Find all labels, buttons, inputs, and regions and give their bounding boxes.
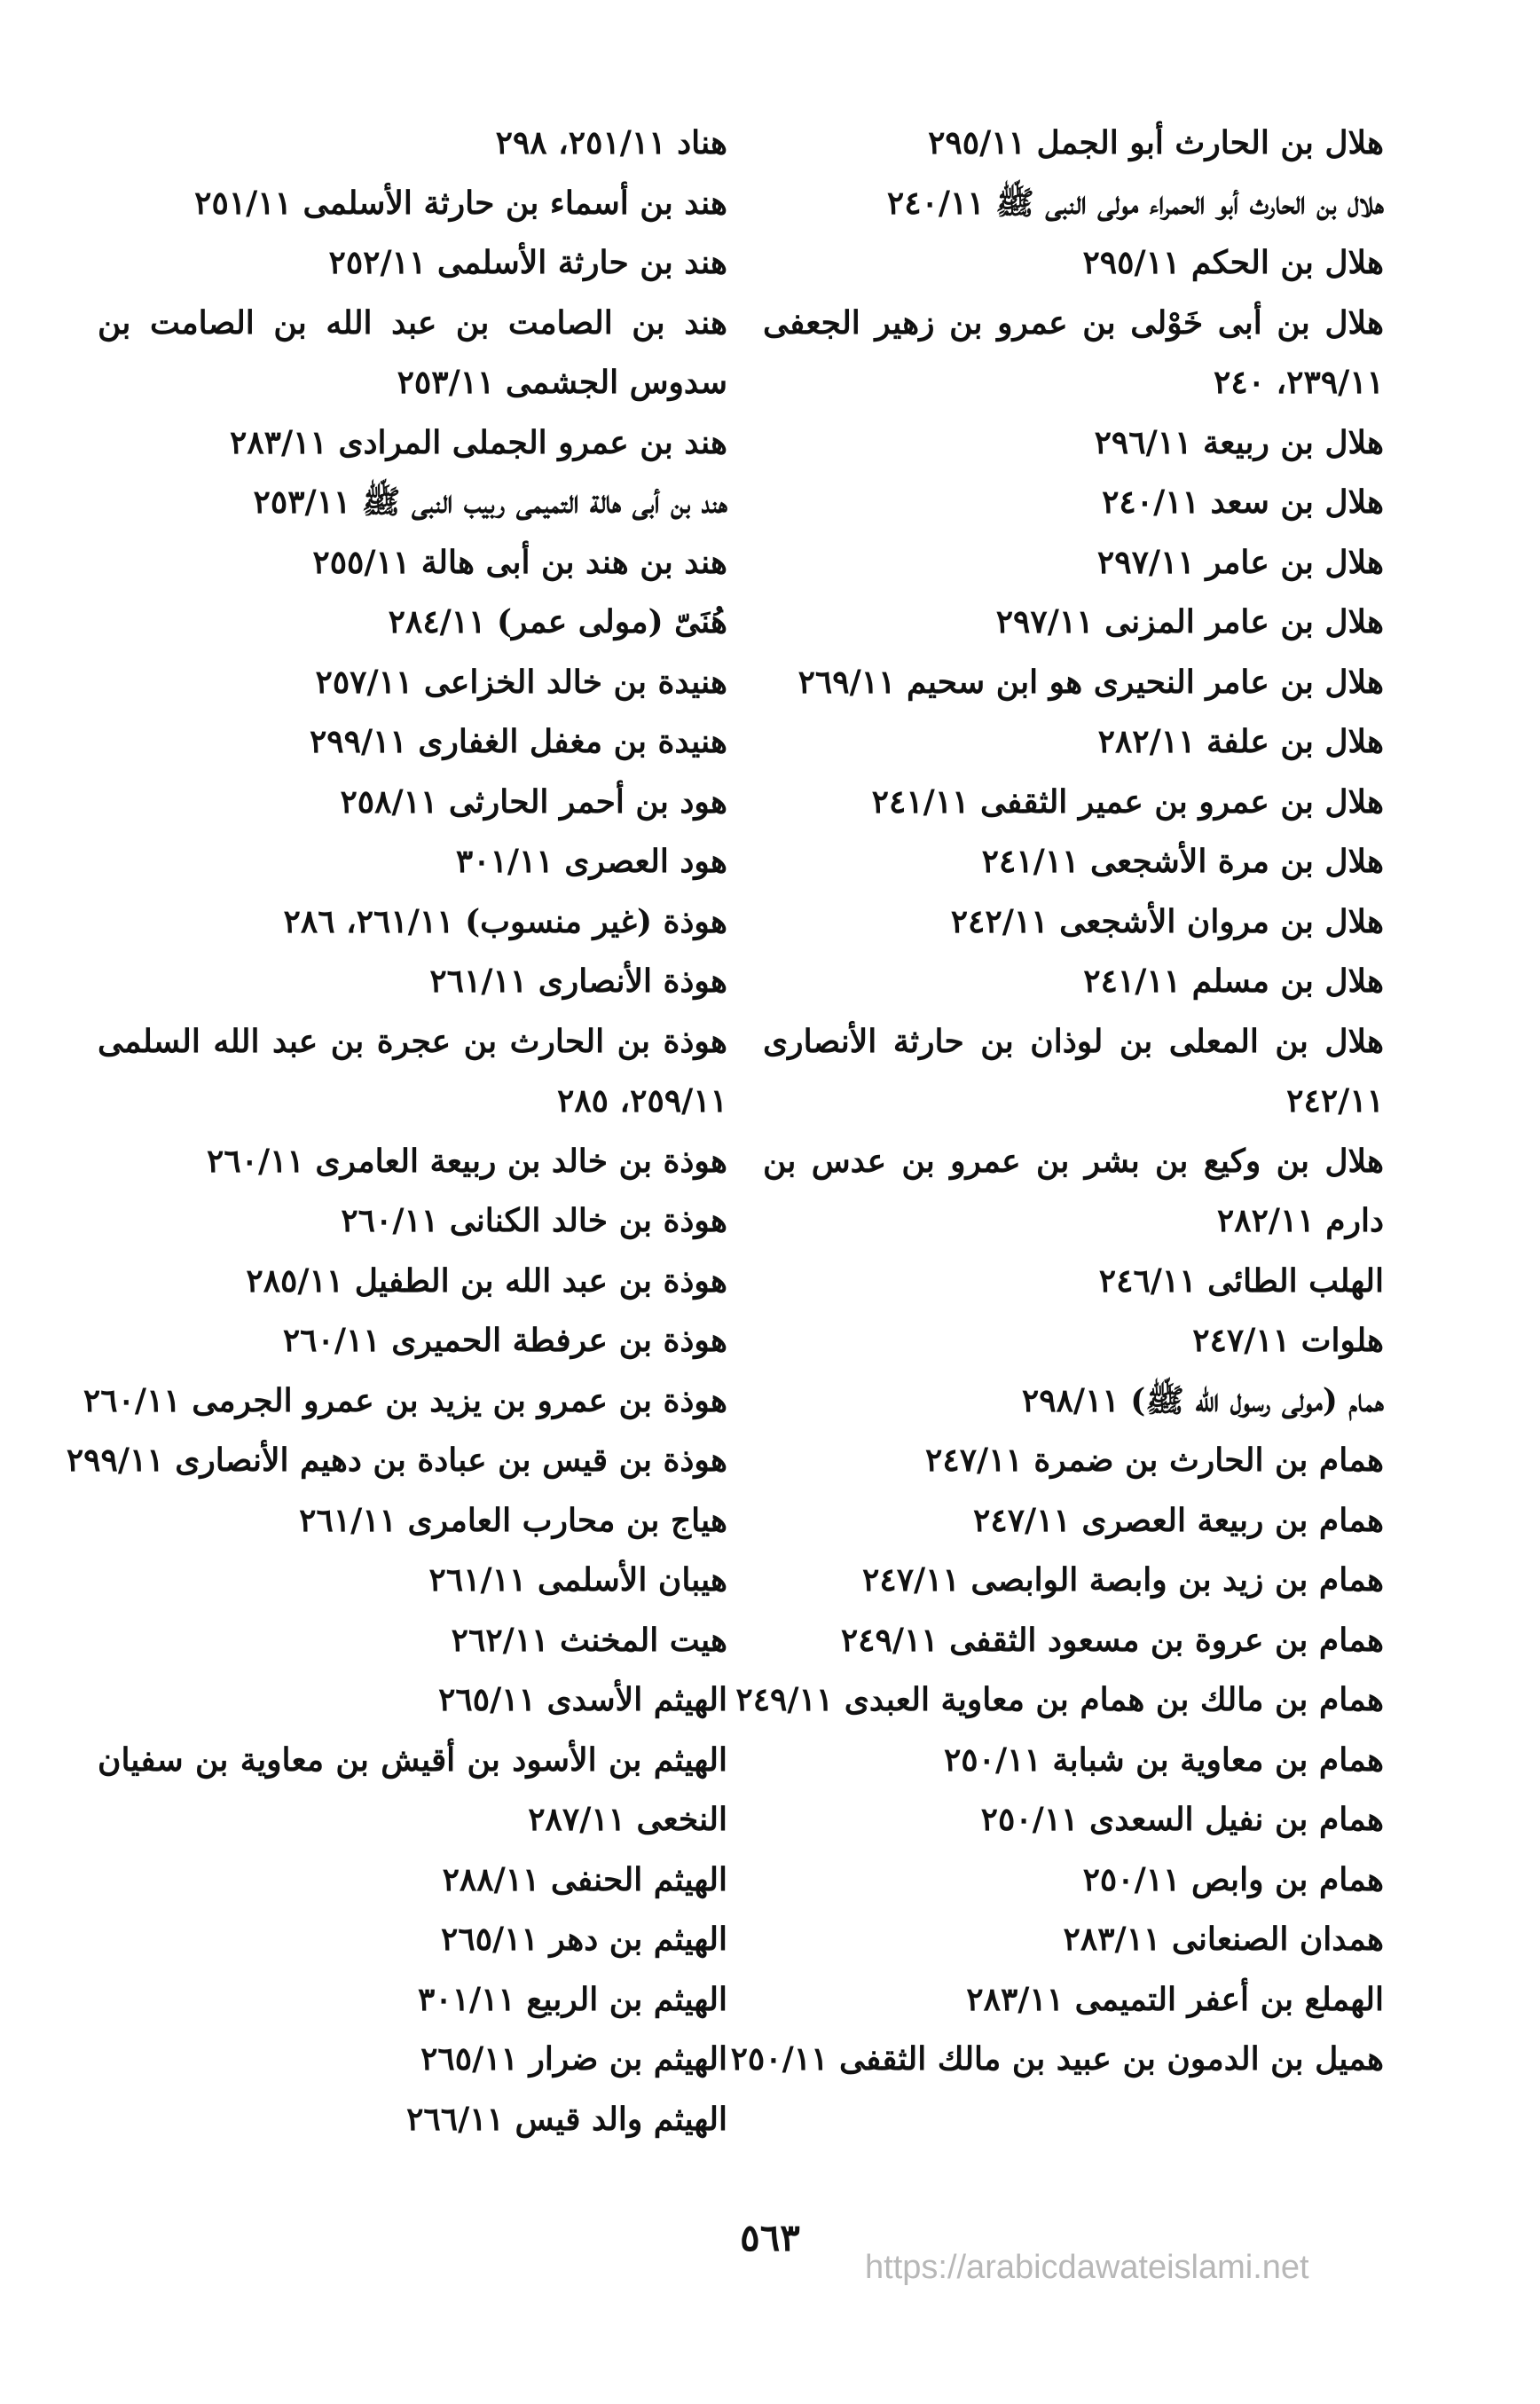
index-entry: هوذة بن عبد الله بن الطفيل ٢٨٥/١١ <box>246 1261 727 1300</box>
page-number: ٥٦٣ <box>740 2216 800 2259</box>
index-entry: همدان الصنعانى ٢٨٣/١١ <box>1063 1921 1384 1958</box>
index-entry: هند بن أسماء بن حارثة الأسلمى ٢٥١/١١ <box>194 184 727 222</box>
index-entry: الهيثم بن الأسود بن أقيش بن معاوية بن سفيان النخعى ٢٨٧/١١ <box>98 1740 727 1838</box>
index-entry: هلوات ٢٤٧/١١ <box>1192 1322 1384 1359</box>
index-entry: هناد ٢٥١/١١، ٢٩٨ <box>495 124 727 161</box>
index-entry: الهيثم بن الربيع ٣٠١/١١ <box>418 1980 727 2018</box>
index-entry: هوذة بن عرفطة الحميرى ٢٦٠/١١ <box>282 1322 727 1359</box>
index-entry: هياج بن محارب العامرى ٢٦١/١١ <box>299 1501 727 1539</box>
index-entry: همام بن زيد بن وابصة الوابصى ٢٤٧/١١ <box>862 1561 1384 1599</box>
index-entry: الهيثم الأسدى ٢٦٥/١١ <box>438 1681 727 1718</box>
index-entry: هيت المخنث ٢٦٢/١١ <box>451 1621 727 1659</box>
index-entry: الهيثم والد قيس ٢٦٦/١١ <box>406 2100 727 2138</box>
index-entry: هوذة (غير منسوب) ٢٦١/١١، ٢٨٦ <box>283 902 727 940</box>
index-entry: هنيدة بن مغفل الغفارى ٢٩٩/١١ <box>309 723 727 760</box>
index-entry: هنيدة بن خالد الخزاعى ٢٥٧/١١ <box>315 663 727 701</box>
index-column-right <box>730 114 1384 2090</box>
index-entry: الهيثم بن دهر ٢٦٥/١١ <box>441 1921 727 1958</box>
index-entry: هند بن هند بن أبى هالة ٢٥٥/١١ <box>312 543 727 581</box>
index-entry: همام بن الحارث بن ضمرة ٢٤٧/١١ <box>925 1442 1384 1479</box>
index-entry: هلال بن مرة الأشجعى ٢٤١/١١ <box>981 843 1384 880</box>
index-entry: هلال بن مروان الأشجعى ٢٤٢/١١ <box>950 902 1384 940</box>
index-entry: الهيثم الحنفى ٢٨٨/١١ <box>442 1860 727 1898</box>
index-entry: هلال بن عامر النحيرى هو ابن سحيم ٢٦٩/١١ <box>798 663 1384 701</box>
index-entry: همام بن وابص ٢٥٠/١١ <box>1082 1860 1384 1898</box>
index-entry: هوذة بن الحارث بن عجرة بن عبد الله السلمى ٢٥٩/١١، ٢٨٥ <box>98 1022 727 1120</box>
index-entry: هلال بن الحارث أبو الحمراء مولى النبى ﷺ ٢٤٠/١١ <box>886 184 1384 222</box>
index-entry: همام بن مالك بن همام بن معاوية العبدى ٢٤٩/١١ <box>735 1681 1384 1718</box>
index-entry: الهلب الطائى ٢٤٦/١١ <box>1098 1261 1384 1300</box>
index-entry: هيبان الأسلمى ٢٦١/١١ <box>428 1561 727 1599</box>
index-entry: هلال بن وكيع بن بشر بن عمرو بن عدس بن دارم ٢٨٢/١١ <box>763 1142 1384 1239</box>
index-entry: هميل بن الدمون بن عبيد بن مالك الثقفى ٢٥٠/١١ <box>730 2040 1384 2078</box>
index-entry: هوذة الأنصارى ٢٦١/١١ <box>429 962 727 1000</box>
index-entry: هوذة بن خالد بن ربيعة العامرى ٢٦٠/١١ <box>206 1142 727 1180</box>
watermark-url: https://arabicdawateislami.net <box>865 2249 1309 2286</box>
index-entry: هلال بن عامر ٢٩٧/١١ <box>1096 543 1384 581</box>
index-entry: هلال بن مسلم ٢٤١/١١ <box>1083 962 1384 1000</box>
index-entry: هند بن الصامت بن عبد الله بن الصامت بن سدوس الجشمى ٢٥٣/١١ <box>98 303 727 401</box>
index-entry: هلال بن علفة ٢٨٢/١١ <box>1097 723 1384 760</box>
index-entry: همام بن عروة بن مسعود الثقفى ٢٤٩/١١ <box>840 1621 1384 1659</box>
index-entry: الهملع بن أعفر التميمى ٢٨٣/١١ <box>966 1980 1384 2018</box>
index-entry: هلال بن الحكم ٢٩٥/١١ <box>1082 244 1384 281</box>
index-entry: هند بن أبى هالة التميمى ربيب النبى ﷺ ٢٥٣/١١ <box>253 483 727 521</box>
index-entry: هلال بن سعد ٢٤٠/١١ <box>1102 483 1384 521</box>
index-entry: هند بن عمرو الجملى المرادى ٢٨٣/١١ <box>229 423 727 461</box>
index-entry: هُنَىّ (مولى عمر) ٢٨٤/١١ <box>388 603 727 640</box>
index-entry: هلال بن عمرو بن عمير الثقفى ٢٤١/١١ <box>871 782 1384 821</box>
index-entry: همام بن معاوية بن شبابة ٢٥٠/١١ <box>943 1740 1384 1779</box>
index-entry: هلال بن ربيعة ٢٩٦/١١ <box>1094 423 1384 461</box>
index-entry: هلال بن أبى خَوْلى بن عمرو بن زهير الجعفى ٢٣٩/١١، ٢٤٠ <box>763 303 1384 401</box>
index-entry: هند بن حارثة الأسلمى ٢٥٢/١١ <box>328 244 727 281</box>
index-entry: هوذة بن عمرو بن يزيد بن عمرو الجرمى ٢٦٠/١١ <box>82 1381 727 1419</box>
index-entry: همام بن ربيعة العصرى ٢٤٧/١١ <box>973 1501 1384 1539</box>
index-column-left <box>66 114 727 2149</box>
index-entry: هلال بن المعلى بن لوذان بن حارثة الأنصارى ٢٤٢/١١ <box>763 1022 1384 1120</box>
index-entry: همام (مولى رسول الله ﷺ) ٢٩٨/١١ <box>1021 1381 1384 1419</box>
index-entry: هوذة بن خالد الكنانى ٢٦٠/١١ <box>341 1202 727 1239</box>
index-entry: هود بن أحمر الحارثى ٢٥٨/١١ <box>340 782 727 821</box>
index-entry: هود العصرى ٣٠١/١١ <box>455 843 727 880</box>
index-entry: هوذة بن قيس بن عبادة بن دهيم الأنصارى ٢٩٩/١١ <box>66 1442 727 1479</box>
index-entry: الهيثم بن ضرار ٢٦٥/١١ <box>420 2040 727 2078</box>
index-entry: هلال بن الحارث أبو الجمل ٢٩٥/١١ <box>928 124 1384 161</box>
index-entry: همام بن نفيل السعدى ٢٥٠/١١ <box>980 1801 1384 1838</box>
index-entry: هلال بن عامر المزنى ٢٩٧/١١ <box>995 603 1384 640</box>
